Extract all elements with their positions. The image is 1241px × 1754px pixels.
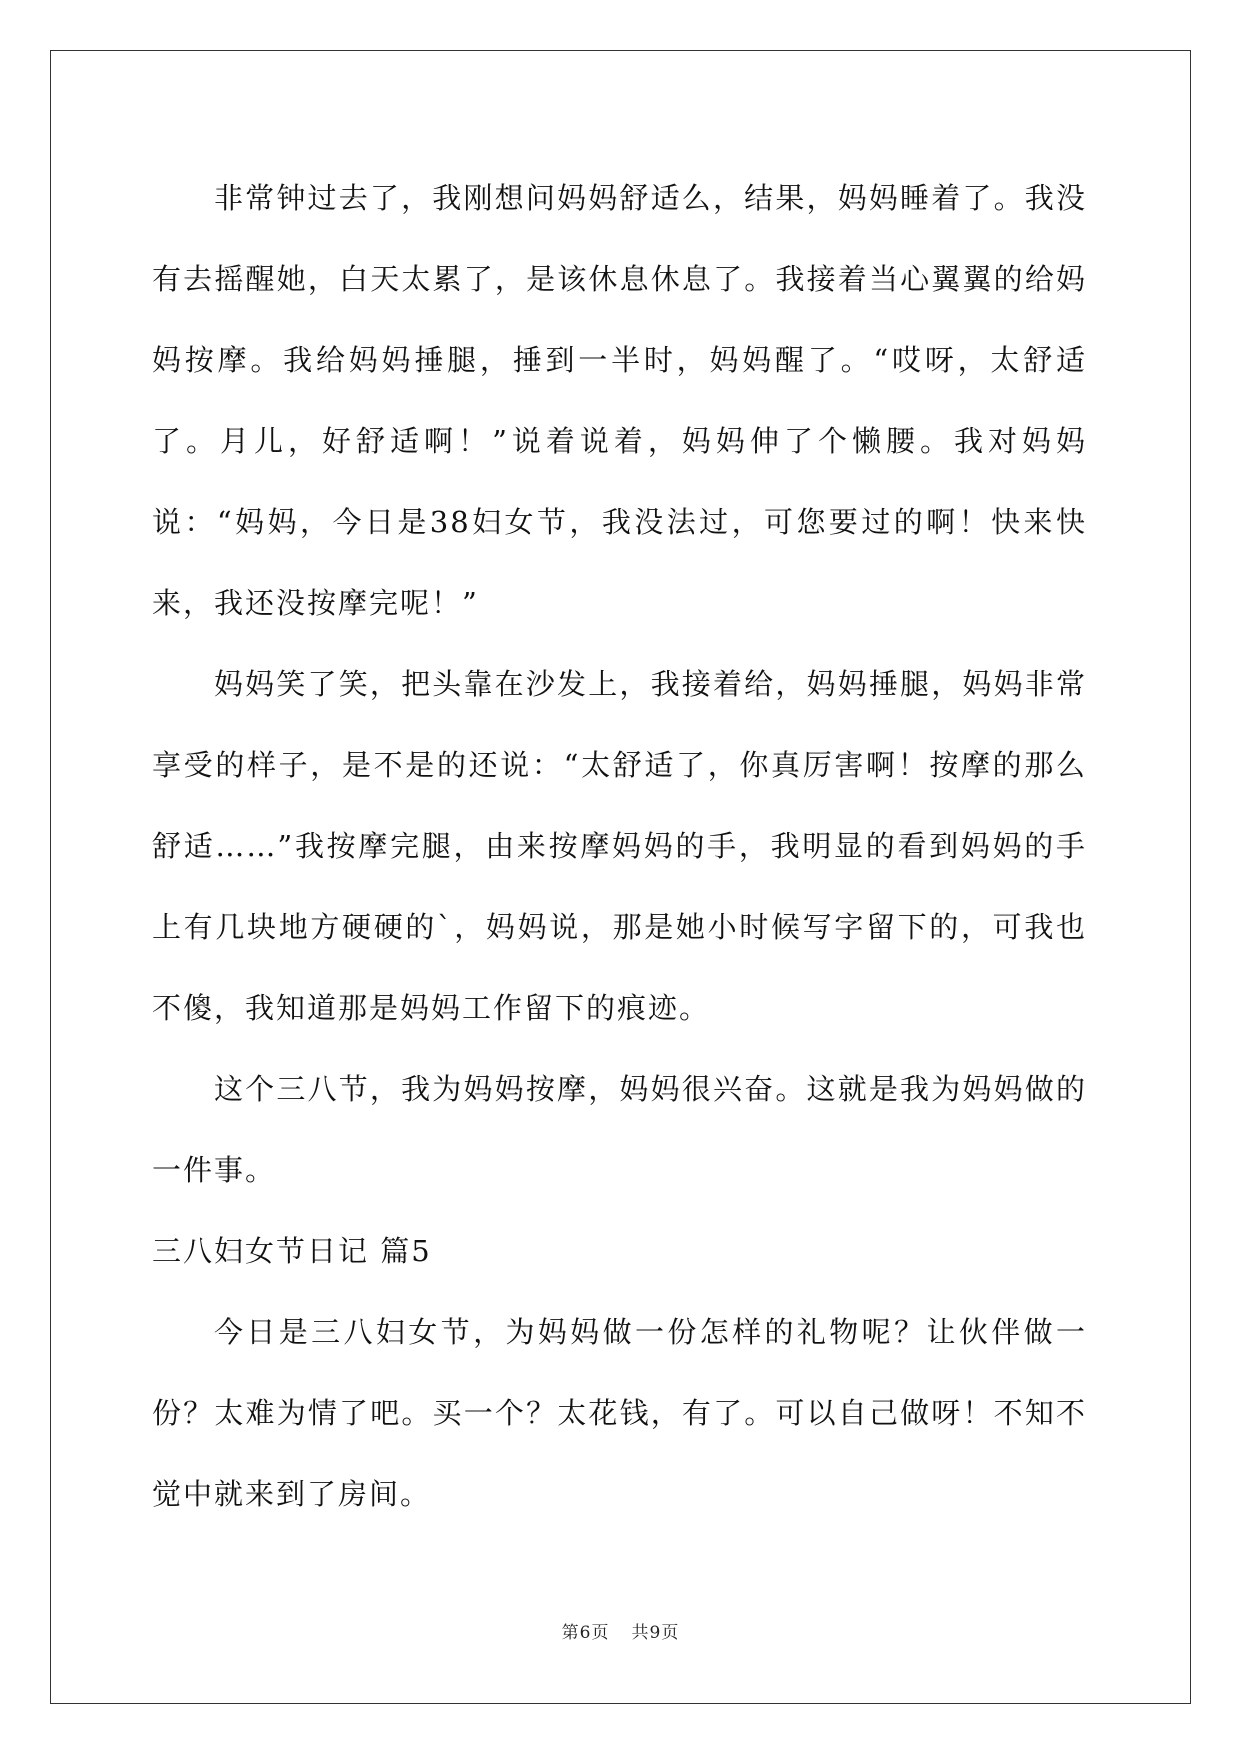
paragraph-1: 非常钟过去了，我刚想问妈妈舒适么，结果，妈妈睡着了。我没有去摇醒她，白天太累了，是该休息休息了。我接着当心翼翼的给妈妈按摩。我给妈妈捶腿，捶到一半时，妈妈醒了。“哎呀，太舒适了。月儿，好舒适啊！”说着说着，妈妈伸了个懒腰。我对妈妈说：“妈妈，今日是38妇女节，我没法过，可您要过的啊！快来快来，我还没按摩完呢！”	[152, 181, 1087, 620]
document-body	[152, 158, 1087, 1535]
total-pages: 共9页	[631, 1623, 680, 1643]
paragraph-2: 妈妈笑了笑，把头靠在沙发上，我接着给，妈妈捶腿，妈妈非常享受的样子，是不是的还说：“太舒适了，你真厉害啊！按摩的那么舒适……”我按摩完腿，由来按摩妈妈的手，我明显的看到妈妈的手上有几块地方硬硬的`，妈妈说，那是她小时候写字留下的，可我也不傻，我知道那是妈妈工作留下的痕迹。	[152, 667, 1087, 1025]
current-page-number: 第6页	[561, 1623, 610, 1643]
section-heading: 三八妇女节日记 篇5	[152, 1234, 432, 1268]
page-footer	[0, 1618, 1241, 1643]
paragraph-4: 今日是三八妇女节，为妈妈做一份怎样的礼物呢？让伙伴做一份？太难为情了吧。买一个？太花钱，有了。可以自己做呀！不知不觉中就来到了房间。	[152, 1315, 1087, 1511]
paragraph-3: 这个三八节，我为妈妈按摩，妈妈很兴奋。这就是我为妈妈做的一件事。	[152, 1072, 1087, 1187]
